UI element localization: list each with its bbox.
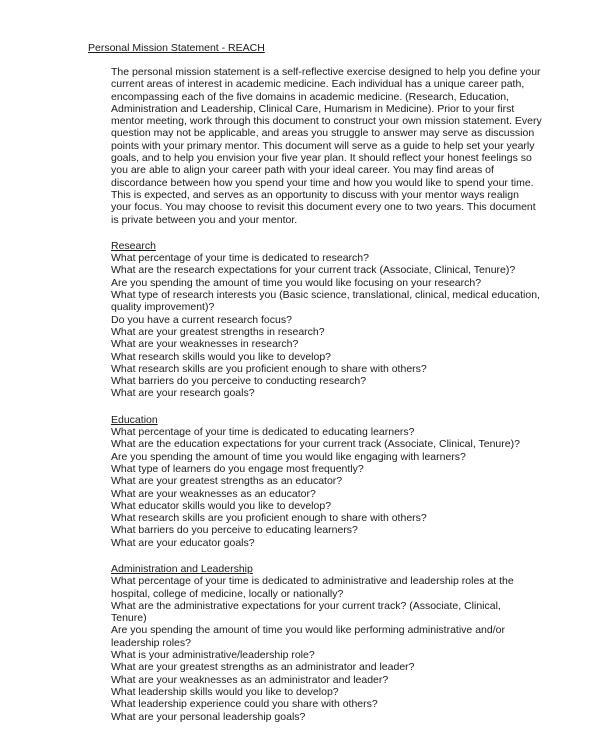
intro-line: This is expected, and serves as an opportunity to discuss with your mentor ways realign [111, 188, 519, 201]
intro-line: goals, and to help you envision your five year plan. It should reflect your honest feelings so [111, 152, 532, 165]
section-heading: Education [111, 413, 158, 426]
section-education [111, 414, 556, 549]
section-research [111, 240, 556, 400]
question-line: What leadership skills would you like to develop? [111, 685, 339, 698]
intro-line: Administration and Leadership, Clinical Care, Humarism in Medicine). Prior to your first [111, 102, 515, 115]
question-line: What is your administrative/leadership role? [111, 649, 315, 662]
question-line: What are the research expectations for your current track (Associate, Clinical, Tenure)? [111, 264, 516, 277]
section-administration-leadership [111, 563, 556, 723]
question-line: What are your weaknesses in research? [111, 338, 299, 351]
question-line: What type of research interests you (Basic science, translational, clinical, medical education, [111, 289, 540, 302]
question-line: What are your weaknesses as an educator? [111, 487, 316, 500]
intro-line: points with your primary mentor. This document will serve as a guide to help set your yearly [111, 139, 535, 152]
question-line: What leadership experience could you share with others? [111, 698, 378, 711]
question-line: What are your greatest strengths as an administrator and leader? [111, 661, 415, 674]
intro-line: discordance between how you spend your time and how you would like to spend your time. [111, 176, 534, 189]
question-line: Tenure) [111, 612, 147, 625]
question-line: What are your research goals? [111, 387, 255, 400]
question-line: What are the education expectations for your current track (Associate, Clinical, Tenure)? [111, 438, 520, 451]
question-line: What percentage of your time is dedicated to research? [111, 252, 369, 265]
question-line: hospital, college of medicine, locally or nationally? [111, 587, 344, 600]
intro-line: mentor meeting, work through this document to construct your own mission statement. Every [111, 115, 542, 128]
section-heading: Research [111, 239, 156, 252]
intro-line: question may not be applicable, and areas you struggle to answer may serve as discussion [111, 127, 535, 140]
question-line: What are your personal leadership goals? [111, 710, 306, 723]
question-line: What are your weaknesses as an administrator and leader? [111, 673, 389, 686]
section-heading: Administration and Leadership [111, 562, 253, 575]
intro-line: current areas of interest in academic medicine. Each individual has a unique career path, [111, 78, 525, 91]
question-line: What research skills would you like to develop? [111, 350, 332, 363]
question-line: What percentage of your time is dedicated to administrative and leadership roles at the [111, 575, 514, 588]
question-line: What percentage of your time is dedicated to educating learners? [111, 426, 415, 439]
question-line: What are the administrative expectations for your current track? (Associate, Clinical, [111, 599, 501, 612]
question-line: Are you spending the amount of time you would like performing administrative and/or [111, 624, 505, 637]
question-line: What barriers do you perceive to conducting research? [111, 375, 367, 388]
question-line: Are you spending the amount of time you would like engaging with learners? [111, 450, 466, 463]
intro-line: encompassing each of the five domains in academic medicine. (Research, Education, [111, 90, 510, 103]
question-line: quality improvement)? [111, 301, 215, 314]
intro-line: is private between you and your mentor. [111, 213, 298, 226]
intro-line: your focus. You may choose to revisit this document every one to two years. This document [111, 201, 536, 214]
question-line: What are your greatest strengths in research? [111, 325, 325, 338]
question-line: What educator skills would you like to develop? [111, 499, 332, 512]
document-body [111, 66, 556, 737]
question-line: Do you have a current research focus? [111, 313, 292, 326]
question-line: leadership roles? [111, 636, 191, 649]
document-title: Personal Mission Statement - REACH [88, 42, 265, 54]
question-line: What barriers do you perceive to educating learners? [111, 524, 358, 537]
intro-line: The personal mission statement is a self-reflective exercise designed to help you define your [111, 66, 541, 78]
question-line: What research skills are you proficient enough to share with others? [111, 512, 427, 525]
intro-paragraph [111, 66, 556, 226]
question-line: What type of learners do you engage most frequently? [111, 462, 364, 475]
question-line: What are your educator goals? [111, 536, 255, 549]
question-line: What are your greatest strengths as an educator? [111, 475, 343, 488]
question-line: Are you spending the amount of time you would like focusing on your research? [111, 276, 482, 289]
question-line: What research skills are you proficient enough to share with others? [111, 362, 427, 375]
intro-line: you are able to align your career path with your ideal career. You may find areas of [111, 164, 494, 177]
